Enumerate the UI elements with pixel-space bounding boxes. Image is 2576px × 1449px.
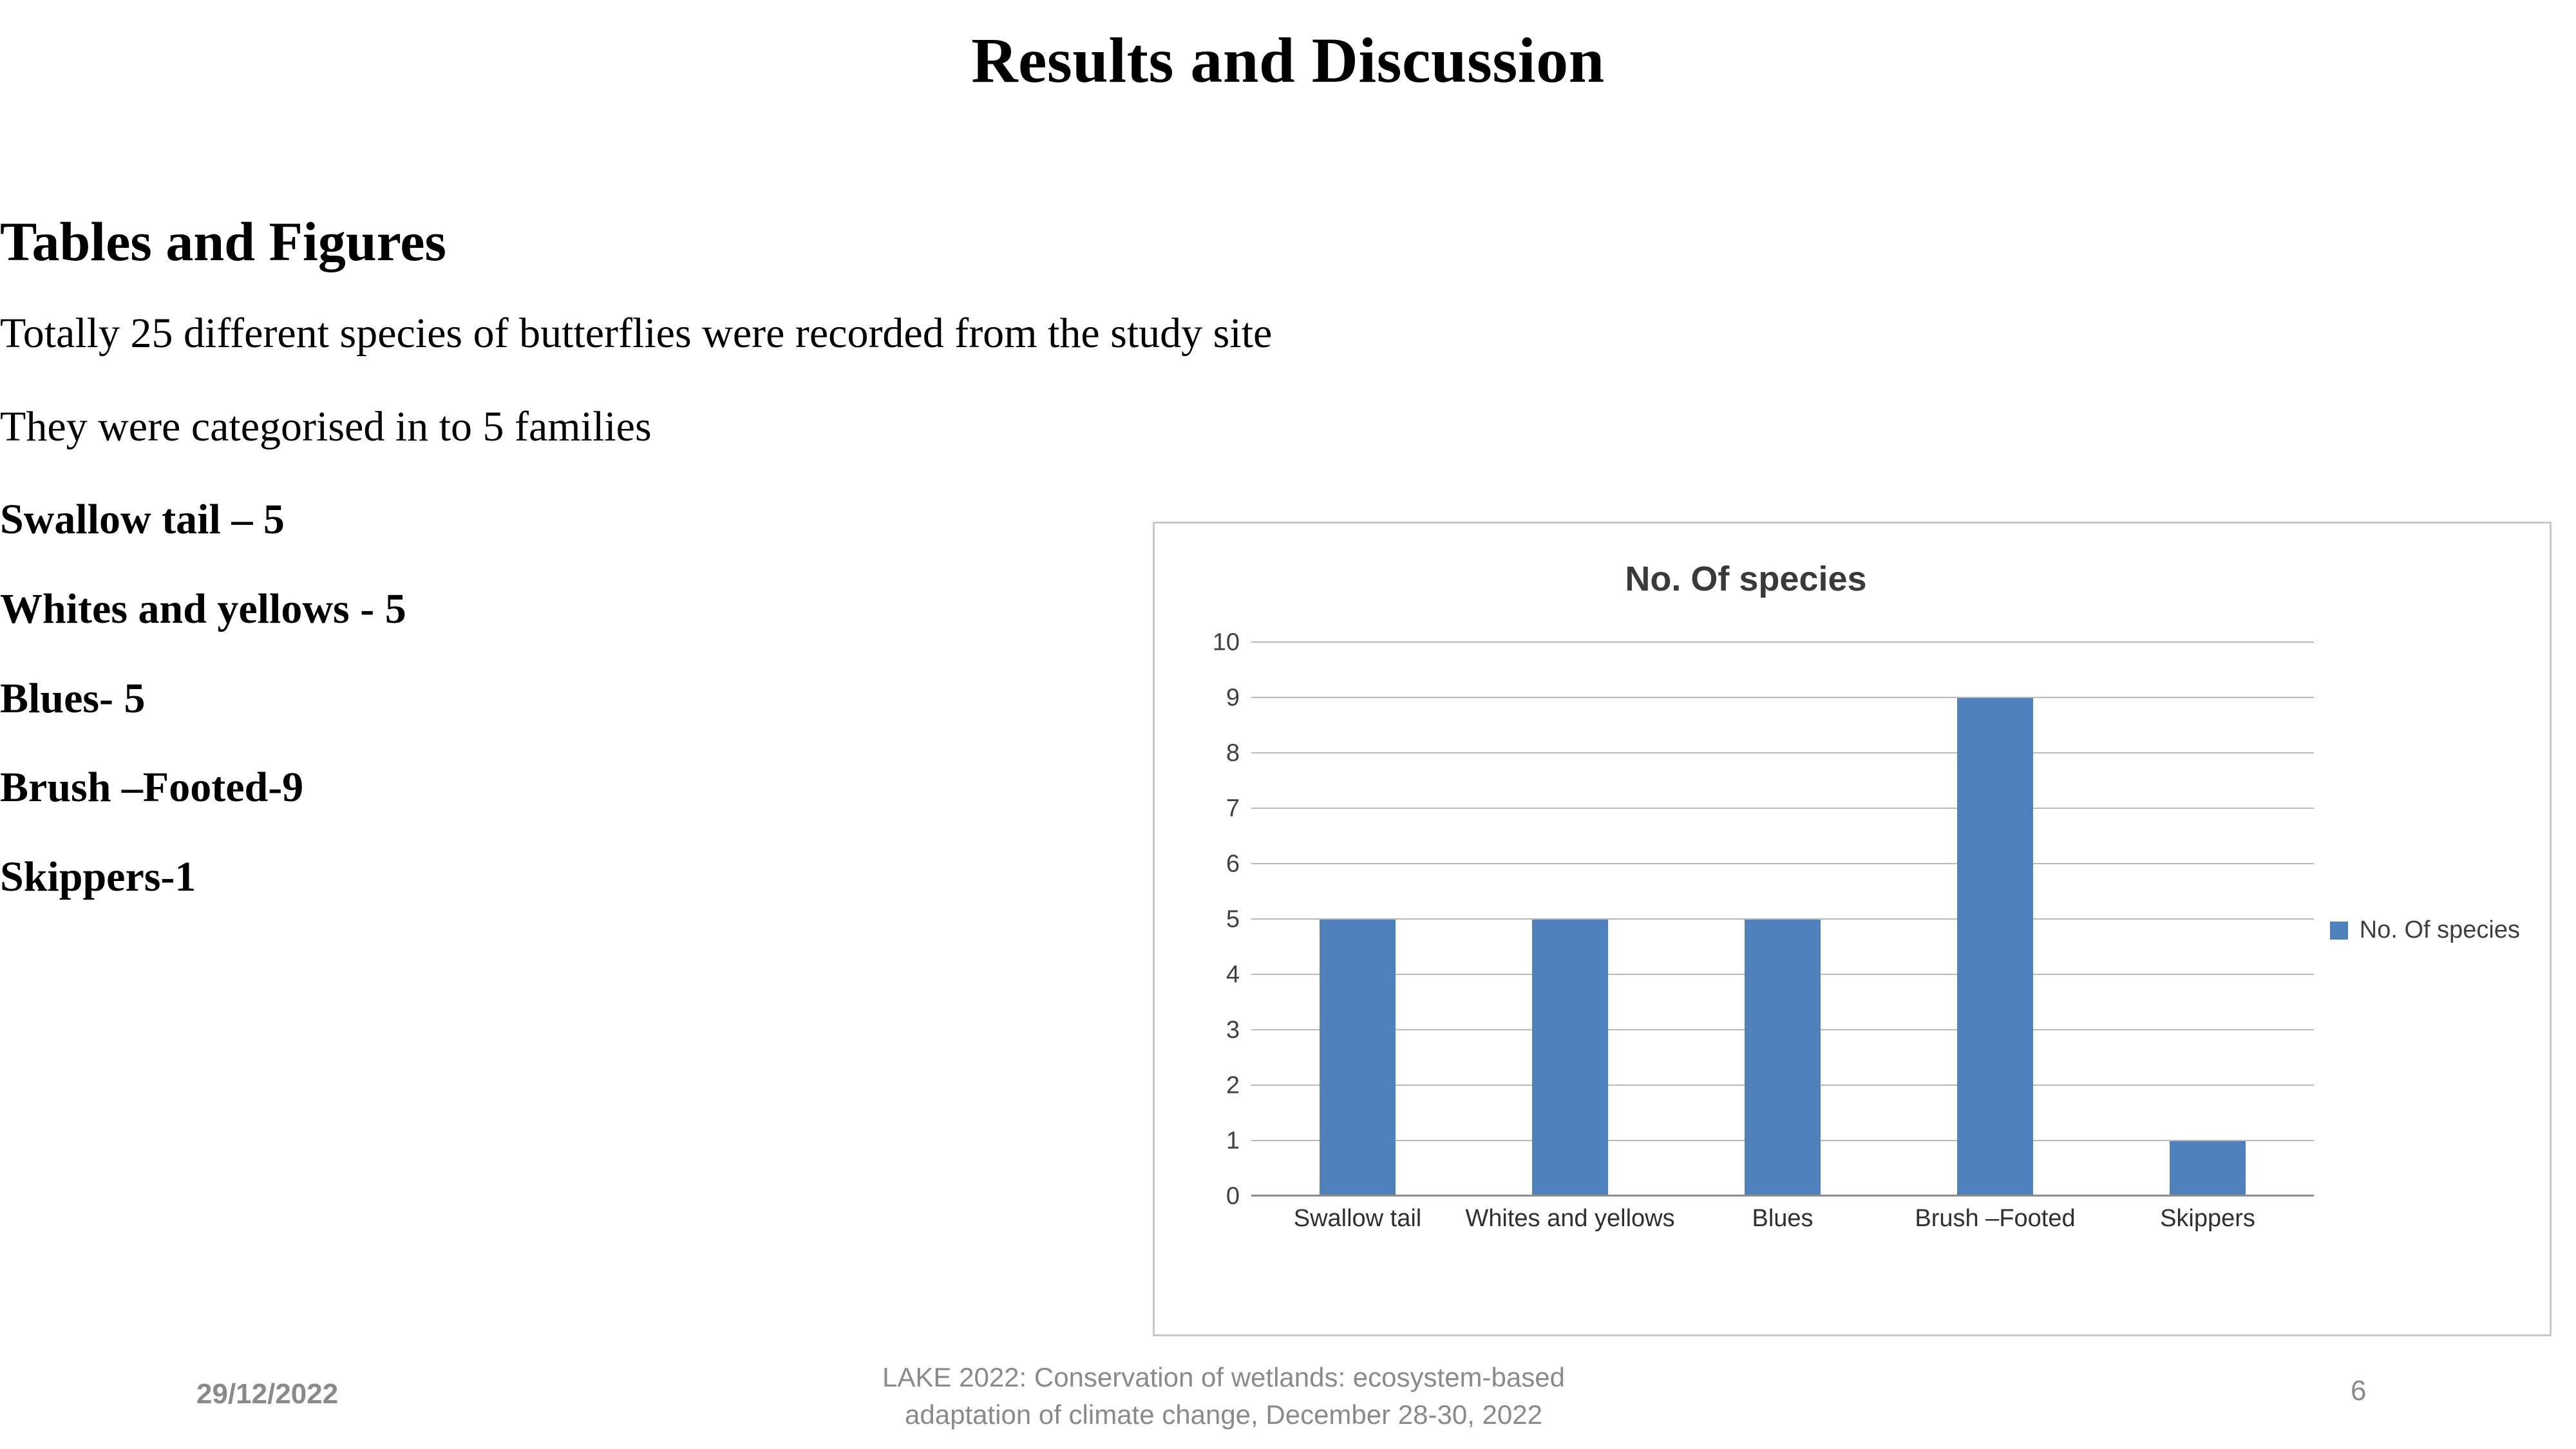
- family-count-brush-footed: Brush –Footed-9: [0, 764, 304, 811]
- body-line-1: Totally 25 different species of butterflies were recorded from the study site: [0, 310, 1273, 357]
- y-axis-tick-label: 10: [1212, 629, 1240, 656]
- footer-page-number: 6: [2351, 1375, 2367, 1406]
- chart-title: No. Of species: [1625, 560, 1867, 598]
- chart-container[interactable]: [1153, 522, 2552, 1336]
- chart-legend: [2330, 916, 2520, 944]
- bar-slot: [1464, 643, 1676, 1197]
- x-axis-tick-label: Whites and yellows: [1465, 1205, 1675, 1232]
- x-axis-tick-label: Brush –Footed: [1915, 1205, 2076, 1232]
- family-count-swallow-tail: Swallow tail – 5: [0, 496, 285, 544]
- x-axis-tick-labels: [1251, 1203, 2314, 1235]
- bar: [1320, 920, 1396, 1197]
- y-axis-tick-label: 9: [1226, 684, 1240, 712]
- y-axis-tick-label: 4: [1226, 961, 1240, 989]
- bar: [1957, 698, 2033, 1197]
- bar: [1745, 920, 1821, 1197]
- y-axis-tick-label: 1: [1226, 1127, 1240, 1155]
- bar-slot: [1889, 643, 2101, 1197]
- y-axis-tick-label: 7: [1226, 795, 1240, 822]
- x-axis-line: [1251, 1195, 2314, 1197]
- bar-slot: [1251, 643, 1464, 1197]
- bar-slot: [2101, 643, 2314, 1197]
- bar: [1532, 920, 1608, 1197]
- body-line-2: They were categorised in to 5 families: [0, 402, 652, 450]
- y-axis-tick-label: 3: [1226, 1016, 1240, 1044]
- chart-bars: [1251, 643, 2314, 1197]
- legend-label: No. Of species: [2359, 916, 2520, 943]
- footer-conference: [747, 1359, 1700, 1434]
- bar: [2170, 1141, 2246, 1197]
- chart-plot-area: [1212, 629, 2314, 1210]
- family-count-skippers: Skippers-1: [0, 853, 196, 900]
- family-count-blues: Blues- 5: [0, 674, 146, 722]
- y-axis-tick-label: 6: [1226, 850, 1240, 878]
- y-axis-tick-label: 5: [1226, 905, 1240, 933]
- bar-slot: [1676, 643, 1889, 1197]
- footer-date: 29/12/2022: [196, 1378, 339, 1410]
- footer-conference-line-2: adaptation of climate change, December 28-30, 2022: [905, 1399, 1542, 1430]
- y-axis-tick-label: 2: [1226, 1072, 1240, 1099]
- x-axis-tick-label: Swallow tail: [1293, 1205, 1422, 1232]
- legend-swatch-icon: [2330, 922, 2348, 940]
- y-axis-tick-label: 8: [1226, 739, 1240, 767]
- y-axis-tick-label: 0: [1226, 1182, 1240, 1210]
- section-heading: Tables and Figures: [0, 211, 446, 272]
- page-title: Results and Discussion: [971, 24, 1605, 96]
- family-count-whites-and-yellows: Whites and yellows - 5: [0, 585, 406, 633]
- x-axis-tick-label: Blues: [1752, 1205, 1814, 1232]
- x-axis-tick-label: Skippers: [2160, 1205, 2255, 1232]
- footer-conference-line-1: LAKE 2022: Conservation of wetlands: ecosystem-based: [882, 1362, 1565, 1392]
